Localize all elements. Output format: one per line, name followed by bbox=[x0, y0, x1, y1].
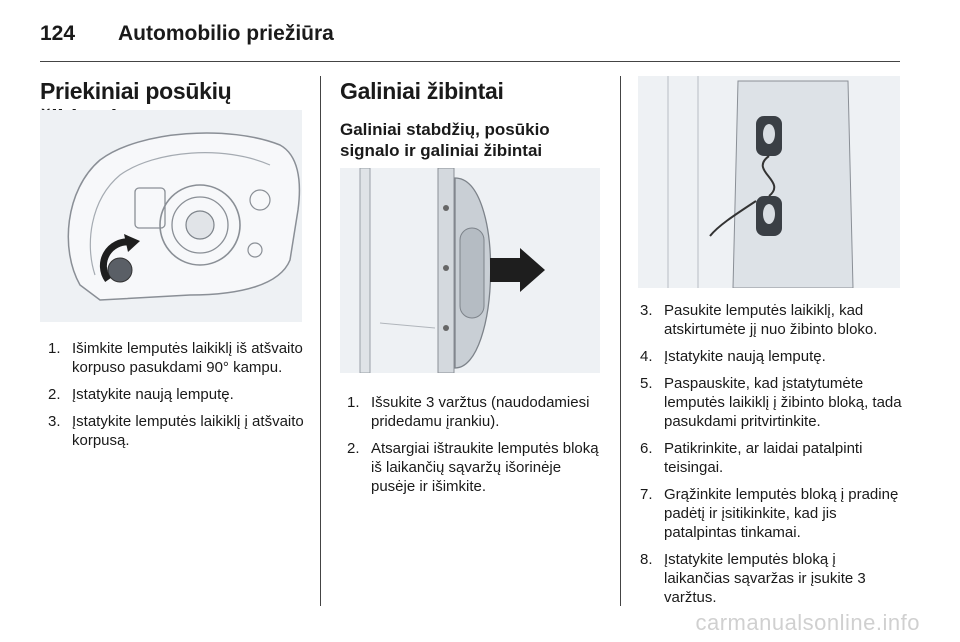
headlamp-illustration bbox=[40, 110, 302, 322]
column-divider-2 bbox=[620, 76, 621, 606]
front-steps bbox=[48, 339, 310, 458]
bulb-steps bbox=[640, 301, 902, 615]
step-item: 6. Patikrinkite, ar laidai patalpinti teisingai. bbox=[640, 440, 863, 476]
step-item: 4. Įstatykite naują lemputę. bbox=[640, 348, 826, 365]
rear-lights-subheading: Galiniai stabdžių, posūkio signalo ir galiniai žibintai bbox=[340, 120, 550, 160]
section-title: Automobilio priežiūra bbox=[118, 22, 334, 45]
step-item: 1. Išsukite 3 varžtus (naudodamiesi pridedamu įrankiu). bbox=[347, 394, 590, 430]
page-header bbox=[40, 22, 334, 46]
step-item: 2. Atsargiai ištraukite lemputės bloką iš laikančių sąvaržų išorinėje pusėje ir išimkite. bbox=[347, 440, 599, 495]
step-item: 7. Grąžinkite lemputės bloką į pradinę padėtį ir įsitikinkite, kad jis patalpintas tinkamai. bbox=[640, 486, 899, 541]
bulb-holder-illustration bbox=[638, 76, 900, 288]
step-item: 1. Išimkite lemputės laikiklį iš atšvaito korpuso pasukdami 90° kampu. bbox=[48, 340, 303, 376]
step-item: 8. Įstatykite lemputės bloką į laikančias sąvaržas ir įsukite 3 varžtus. bbox=[640, 551, 866, 606]
rear-steps bbox=[347, 393, 609, 504]
page-number: 124 bbox=[40, 22, 76, 45]
rear-lights-column bbox=[340, 78, 610, 161]
header-rule bbox=[40, 61, 900, 62]
step-item: 3. Pasukite lemputės laikiklį, kad atskirtumėte jį nuo žibinto bloko. bbox=[640, 302, 878, 338]
step-item: 2. Įstatykite naują lemputę. bbox=[48, 386, 234, 403]
rear-lamp-removal-illustration bbox=[340, 168, 600, 373]
rear-lights-heading: Galiniai žibintai bbox=[340, 78, 504, 104]
front-turn-signal-heading: Priekiniai posūkių bbox=[40, 78, 232, 104]
watermark: carmanualsonline.info bbox=[695, 610, 920, 635]
step-item: 3. Įstatykite lemputės laikiklį į atšvaito korpusą. bbox=[48, 413, 304, 449]
step-item: 5. Paspauskite, kad įstatytumėte lemputės laikiklį į žibinto bloką, tada pasukdami pritvirtinkite. bbox=[640, 375, 902, 430]
column-divider-1 bbox=[320, 76, 321, 606]
